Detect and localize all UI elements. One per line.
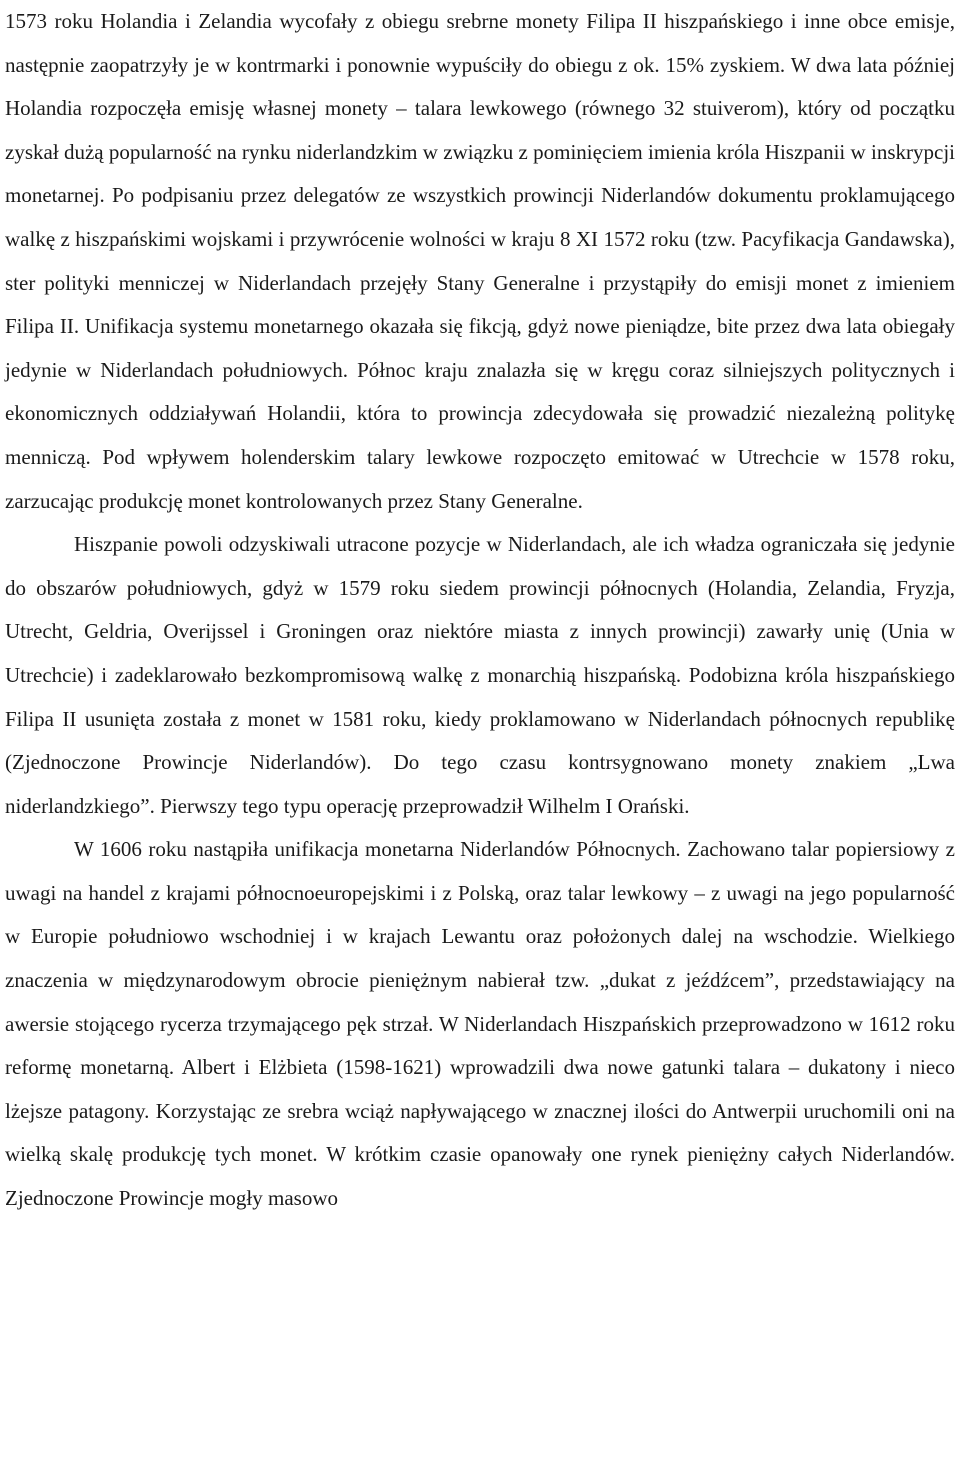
- paragraph: 1573 roku Holandia i Zelandia wycofały z obiegu srebrne monety Filipa II hiszpańskiego i inne obce emisje, następnie zaopatrzyły je w kontrmarki i ponownie wypuściły do obiegu z ok. 15% zyskiem. W dwa lata później Holandia rozpoczęła emisję własnej monety – talara lewkowego (równego 32 stuiverom), który od początku zyskał dużą popularność na rynku niderlandzkim w związku z pominięciem imienia króla Hiszpanii w inskrypcji monetarnej. Po podpisaniu przez delegatów ze wszystkich prowincji Niderlandów dokumentu proklamującego walkę z hiszpańskimi wojskami i przywrócenie wolności w kraju 8 XI 1572 roku (tzw. Pacyfikacja Gandawska), ster polityki menniczej w Niderlandach przejęły Stany Generalne i przystąpiły do emisji monet z imieniem Filipa II. Unifikacja systemu monetarnego okazała się fikcją, gdyż nowe pieniądze, bite przez dwa lata obiegały jedynie w Niderlandach południowych. Północ kraju znalazła się w kręgu coraz silniejszych politycznych i ekonomicznych oddziaływań Holandii, która to prowincja zdecydowała się prowadzić niezależną politykę menniczą. Pod wpływem holenderskim talary lewkowe rozpoczęto emitować w Utrechcie w 1578 roku, zarzucając produkcję monet kontrolowanych przez Stany Generalne.: [5, 9, 955, 513]
- document-page: [5, 0, 955, 1221]
- paragraph: W 1606 roku nastąpiła unifikacja monetarna Niderlandów Północnych. Zachowano talar popiersiowy z uwagi na handel z krajami północnoeuropejskimi i z Polską, oraz talar lewkowy – z uwagi na jego popularność w Europie południowo wschodniej i w krajach Lewantu oraz położonych dalej na wschodzie. Wielkiego znaczenia w międzynarodowym obrocie pieniężnym nabierał tzw. „dukat z jeźdźcem”, przedstawiający na awersie stojącego rycerza trzymającego pęk strzał. W Niderlandach Hiszpańskich przeprowadzono w 1612 roku reformę monetarną. Albert i Elżbieta (1598-1621) wprowadzili dwa nowe gatunki talara – dukatony i nieco lżejsze patagony. Korzystając ze srebra wciąż napływającego w znacznej ilości do Antwerpii uruchomili oni na wielką skalę produkcję tych monet. W krótkim czasie opanowały one rynek pieniężny całych Niderlandów. Zjednoczone Prowincje mogły masowo: [5, 837, 955, 1211]
- paragraph: Hiszpanie powoli odzyskiwali utracone pozycje w Niderlandach, ale ich władza ograniczała się jedynie do obszarów południowych, gdyż w 1579 roku siedem prowincji północnych (Holandia, Zelandia, Fryzja, Utrecht, Geldria, Overijssel i Groningen oraz niektóre miasta z innych prowincji) zawarły unię (Unia w Utrechcie) i zadeklarowało bezkompromisową walkę z monarchią hiszpańską. Podobizna króla hiszpańskiego Filipa II usunięta została z monet w 1581 roku, kiedy proklamowano w Niderlandach północnych republikę (Zjednoczone Prowincje Niderlandów). Do tego czasu kontrsygnowano monety znakiem „Lwa niderlandzkiego”. Pierwszy tego typu operację przeprowadził Wilhelm I Orański.: [5, 532, 955, 818]
